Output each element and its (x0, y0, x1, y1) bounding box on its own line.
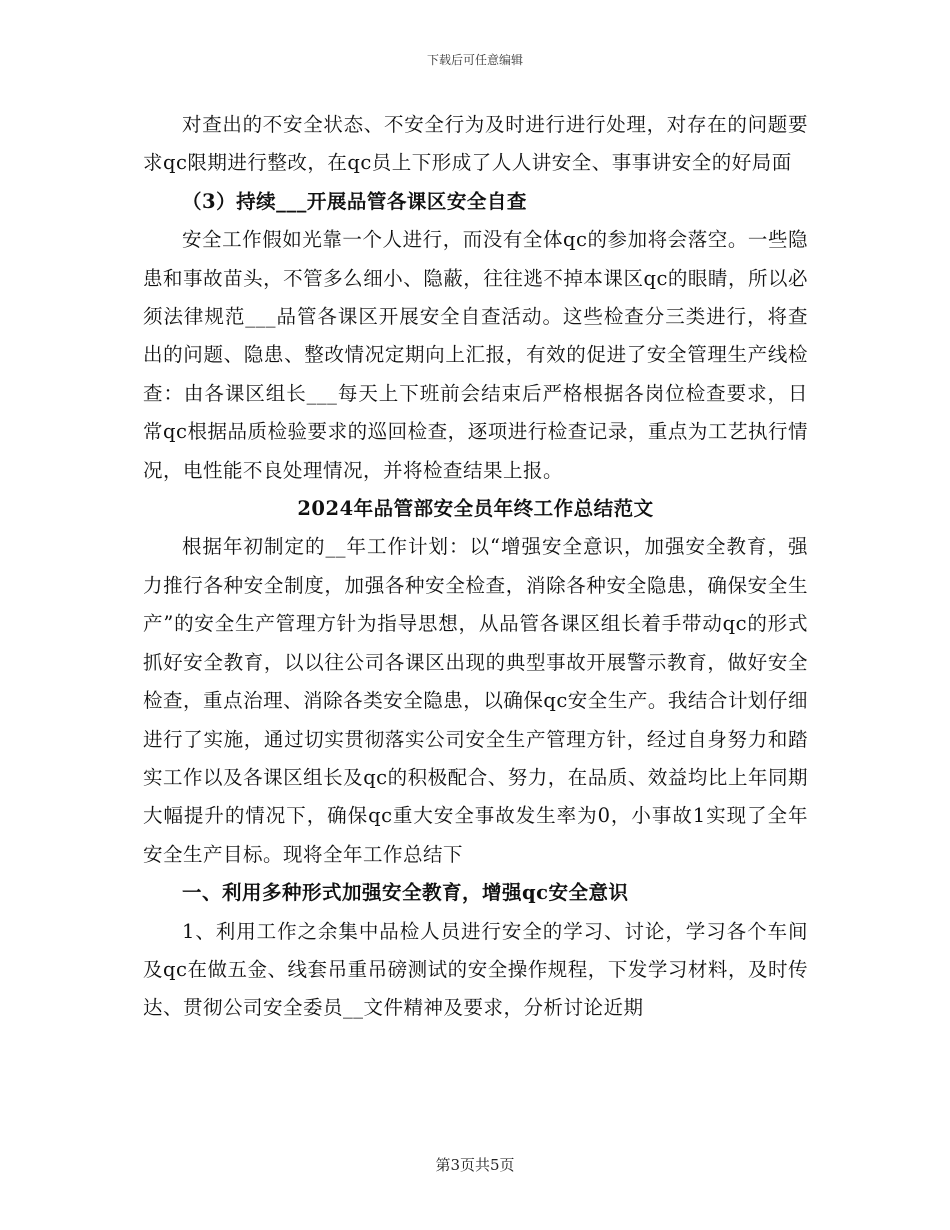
document-title: 2024年品管部安全员年终工作总结范文 (297, 497, 654, 521)
document-body (143, 106, 808, 1028)
section-heading-1: 一、利用多种形式加强安全教育，增强qc安全意识 (182, 881, 629, 905)
section-heading-3: （3）持续___开展品管各课区安全自查 (182, 189, 527, 213)
paragraph-2: 安全工作假如光靠一个人进行，而没有全体qc的参加将会落空。一些隐患和事故苗头，不管多么细小、隐蔽，往往逃不掉本课区qc的眼睛，所以必须法律规范___品管各课区开展安全自查活动。这些检查分三类进行，将查出的问题、隐患、整改情况定期向上汇报，有效的促进了安全管理生产线检查：由各课区组长___每天上下班前会结束后严格根据各岗位检查要求，日常qc根据品质检验要求的巡回检查，逐项进行检查记录，重点为工艺执行情况，电性能不良处理情况，并将检查结果上报。 (143, 228, 808, 482)
paragraph-4: 1、利用工作之余集中品检人员进行安全的学习、讨论，学习各个车间及qc在做五金、线套吊重吊磅测试的安全操作规程，下发学习材料，及时传达、贯彻公司安全委员__文件精神及要求，分析讨论近期 (143, 919, 808, 1020)
paragraph-3: 根据年初制定的__年工作计划：以“增强安全意识，加强安全教育，强力推行各种安全制度，加强各种安全检查，消除各种安全隐患，确保安全生产”的安全生产管理方针为指导思想，从品管各课区组长着手带动qc的形式抓好安全教育，以以往公司各课区出现的典型事故开展警示教育，做好安全检查，重点治理、消除各类安全隐患，以确保qc安全生产。我结合计划仔细进行了实施，通过切实贯彻落实公司安全生产管理方针，经过自身努力和踏实工作以及各课区组长及qc的积极配合、努力，在品质、效益均比上年同期大幅提升的情况下，确保qc重大安全事故发生率为0，小事故1实现了全年安全生产目标。现将全年工作总结下 (143, 535, 808, 866)
page-header: 下载后可任意编辑 (426, 53, 523, 67)
paragraph-1: 对查出的不安全状态、不安全行为及时进行进行处理，对存在的问题要求qc限期进行整改，在qc员上下形成了人人讲安全、事事讲安全的好局面 (143, 113, 808, 175)
page-footer: 第3页共5页 (435, 1156, 515, 1174)
